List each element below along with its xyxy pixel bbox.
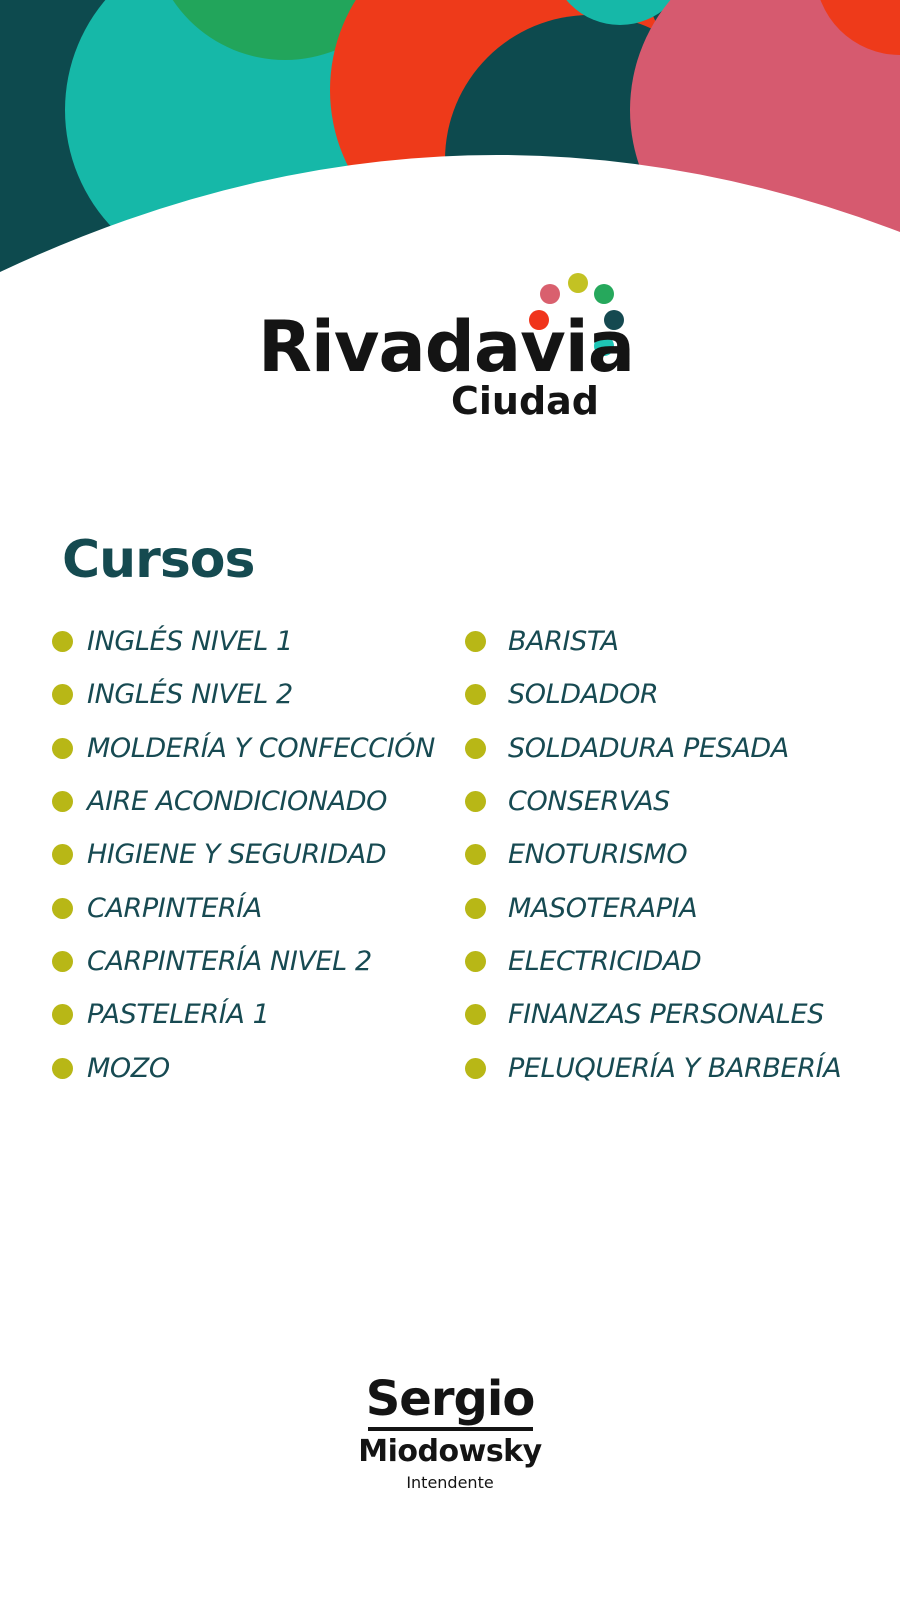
- bullet-icon: [52, 844, 73, 865]
- bullet-icon: [52, 738, 73, 759]
- logo-dot-pink: [540, 284, 560, 304]
- bullet-icon: [465, 844, 486, 865]
- bullet-icon: [52, 951, 73, 972]
- list-item: [52, 988, 452, 1041]
- bullet-icon: [465, 684, 486, 705]
- signature-block: [330, 1371, 570, 1492]
- list-item: [52, 828, 452, 881]
- course-label: BARISTA: [508, 626, 619, 658]
- brand-name: Rivadavia: [258, 306, 634, 388]
- course-label: SOLDADURA PESADA: [508, 732, 789, 764]
- course-label: PELUQUERÍA Y BARBERÍA: [508, 1052, 842, 1084]
- bullet-icon: [52, 1004, 73, 1025]
- course-label: MOZO: [87, 1052, 170, 1084]
- list-item: [52, 881, 452, 934]
- list-item: [465, 935, 895, 988]
- list-item: [465, 1041, 895, 1094]
- course-label: INGLÉS NIVEL 1: [87, 626, 293, 658]
- bullet-icon: [52, 1058, 73, 1079]
- courses-list-left: [52, 615, 452, 1095]
- bullet-icon: [52, 631, 73, 652]
- list-item: [465, 722, 895, 775]
- list-item: [465, 988, 895, 1041]
- bullet-icon: [465, 631, 486, 652]
- bullet-icon: [52, 791, 73, 812]
- course-label: INGLÉS NIVEL 2: [87, 679, 293, 711]
- course-label: CARPINTERÍA NIVEL 2: [87, 945, 372, 977]
- bullet-icon: [465, 791, 486, 812]
- bullet-icon: [465, 951, 486, 972]
- logo-dot-green: [594, 284, 614, 304]
- bullet-icon: [465, 738, 486, 759]
- list-item: [52, 668, 452, 721]
- course-label: ELECTRICIDAD: [508, 945, 702, 977]
- list-item: [465, 775, 895, 828]
- bullet-icon: [52, 898, 73, 919]
- signature-first-name: Sergio: [365, 1371, 535, 1427]
- list-item: [465, 615, 895, 668]
- list-item: [52, 1041, 452, 1094]
- list-item: [52, 775, 452, 828]
- list-item: [52, 615, 452, 668]
- course-label: PASTELERÍA 1: [87, 999, 270, 1031]
- signature-divider: [368, 1427, 533, 1431]
- list-item: [52, 722, 452, 775]
- courses-title: Cursos: [62, 530, 255, 590]
- courses-list-right: [465, 615, 895, 1095]
- course-label: MASOTERAPIA: [508, 892, 698, 924]
- course-label: HIGIENE Y SEGURIDAD: [87, 839, 387, 871]
- list-item: [52, 935, 452, 988]
- course-label: ENOTURISMO: [508, 839, 688, 871]
- bullet-icon: [465, 1058, 486, 1079]
- list-item: [465, 828, 895, 881]
- list-item: [465, 881, 895, 934]
- signature-last-name: Miodowsky: [358, 1434, 542, 1469]
- brand-subtitle: Ciudad: [451, 379, 600, 423]
- logo-dot-olive: [568, 273, 588, 293]
- bullet-icon: [465, 898, 486, 919]
- course-label: MOLDERÍA Y CONFECCIÓN: [87, 732, 435, 764]
- course-label: CARPINTERÍA: [87, 892, 262, 924]
- bullet-icon: [465, 1004, 486, 1025]
- list-item: [465, 668, 895, 721]
- brand-logo: [258, 270, 638, 430]
- bullet-icon: [52, 684, 73, 705]
- course-label: AIRE ACONDICIONADO: [87, 786, 387, 818]
- course-label: FINANZAS PERSONALES: [508, 999, 824, 1031]
- signature-role: Intendente: [406, 1473, 494, 1492]
- hero-banner: [0, 0, 900, 300]
- course-label: CONSERVAS: [508, 786, 670, 818]
- course-label: SOLDADOR: [508, 679, 659, 711]
